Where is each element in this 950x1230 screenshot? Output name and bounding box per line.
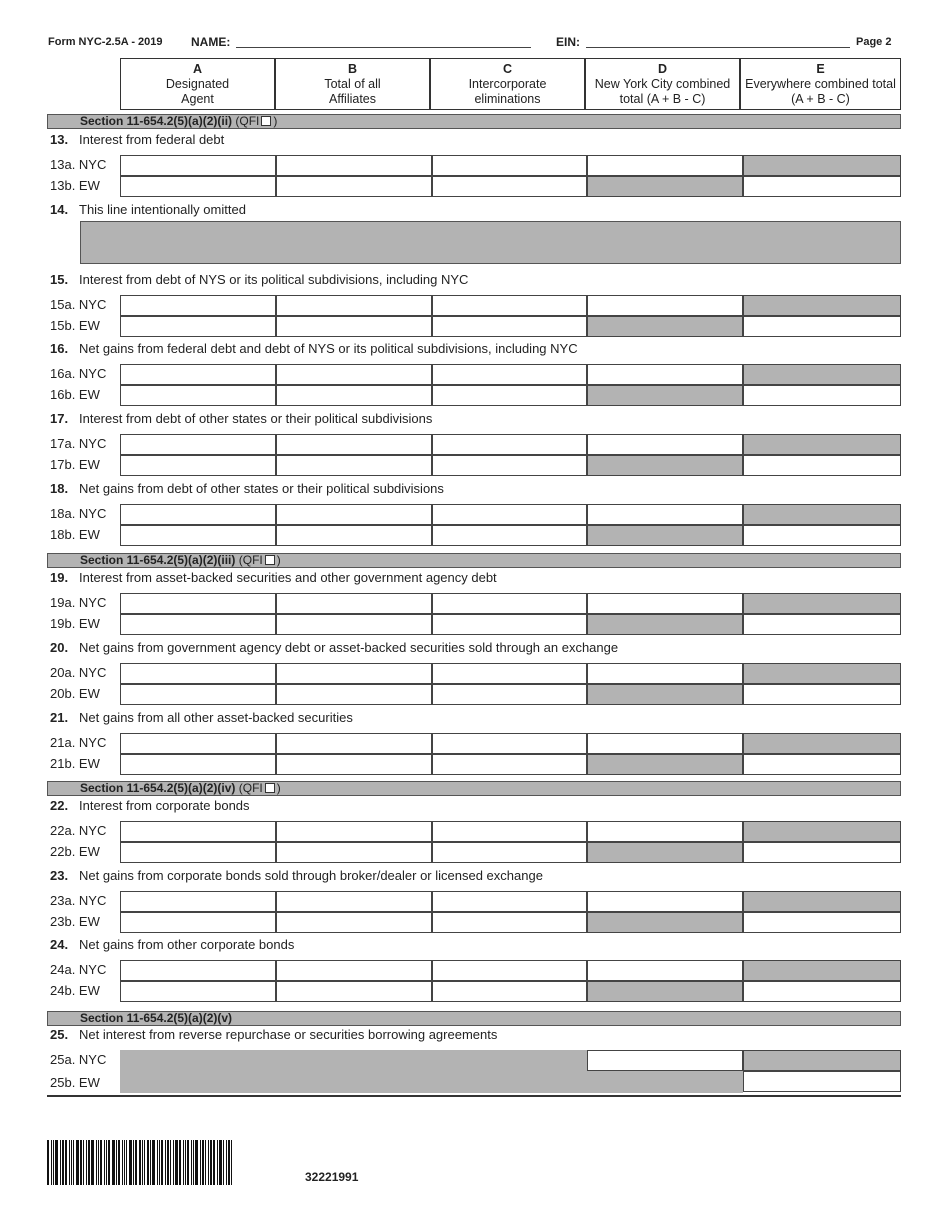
input-cell[interactable] xyxy=(587,295,743,316)
line-number: 25. xyxy=(50,1027,69,1042)
section-header-v xyxy=(47,1011,901,1026)
barcode-bar xyxy=(175,1140,178,1185)
row-label: 24a. NYC xyxy=(50,962,107,977)
column-title: total (A + B - C) xyxy=(619,91,706,106)
barcode xyxy=(47,1140,243,1185)
line-text: Net gains from government agency debt or asset-backed securities sold through an exchange xyxy=(79,640,619,655)
shaded-cell xyxy=(587,842,743,863)
input-cell[interactable] xyxy=(432,614,587,635)
input-cell[interactable] xyxy=(432,891,587,912)
barcode-bar xyxy=(129,1140,132,1185)
barcode-bar xyxy=(170,1140,171,1185)
input-cell[interactable] xyxy=(432,385,587,406)
barcode-bar xyxy=(159,1140,160,1185)
column-letter: B xyxy=(347,61,358,76)
qfi-label: (QFI xyxy=(235,114,260,128)
shaded-cell xyxy=(743,593,901,614)
barcode-bar xyxy=(106,1140,107,1185)
input-cell[interactable] xyxy=(276,385,432,406)
input-cell[interactable] xyxy=(432,684,587,705)
line-number: 22. xyxy=(50,798,69,813)
shaded-cell xyxy=(743,364,901,385)
input-cell[interactable] xyxy=(276,891,432,912)
barcode-bar xyxy=(147,1140,149,1185)
line-15-title xyxy=(50,272,468,287)
name-field[interactable] xyxy=(236,47,531,48)
barcode-bar xyxy=(91,1140,94,1185)
row-label: 15b. EW xyxy=(50,318,100,333)
input-cell[interactable] xyxy=(432,733,587,754)
input-cell[interactable] xyxy=(120,614,276,635)
barcode-bar xyxy=(133,1140,134,1185)
input-cell[interactable] xyxy=(432,912,587,933)
barcode-bar xyxy=(231,1140,232,1185)
name-label: NAME: xyxy=(191,35,231,49)
input-cell[interactable] xyxy=(587,891,743,912)
barcode-bar xyxy=(104,1140,105,1185)
input-cell[interactable] xyxy=(432,525,587,546)
row-label: 22a. NYC xyxy=(50,823,107,838)
barcode-bar xyxy=(86,1140,87,1185)
line-number: 15. xyxy=(50,272,69,287)
barcode-bar xyxy=(195,1140,198,1185)
line-24-title xyxy=(50,937,294,952)
input-cell[interactable] xyxy=(432,593,587,614)
input-cell[interactable] xyxy=(276,684,432,705)
column-title: eliminations xyxy=(474,91,541,106)
column-header-e xyxy=(740,58,901,110)
section-header-ii xyxy=(47,114,901,129)
input-cell[interactable] xyxy=(276,912,432,933)
input-cell[interactable] xyxy=(120,176,276,197)
section-title: Section 11-654.2(5)(a)(2)(iii) xyxy=(80,553,236,567)
qfi-checkbox[interactable] xyxy=(265,555,275,565)
input-cell[interactable] xyxy=(432,663,587,684)
barcode-bar xyxy=(165,1140,166,1185)
input-cell[interactable] xyxy=(587,960,743,981)
line-text: Net gains from other corporate bonds xyxy=(79,937,295,952)
barcode-bar xyxy=(183,1140,184,1185)
input-cell[interactable] xyxy=(743,176,901,197)
barcode-bar xyxy=(210,1140,212,1185)
line-text: Interest from debt of NYS or its political subdivisions, including NYC xyxy=(79,272,469,287)
input-cell[interactable] xyxy=(743,684,901,705)
barcode-bar xyxy=(73,1140,74,1185)
column-letter: E xyxy=(816,61,825,76)
input-cell[interactable] xyxy=(120,891,276,912)
barcode-bar xyxy=(191,1140,192,1185)
column-header-d xyxy=(585,58,740,110)
line-number: 13. xyxy=(50,132,69,147)
shaded-cell xyxy=(743,891,901,912)
barcode-bar xyxy=(228,1140,230,1185)
barcode-bar xyxy=(100,1140,102,1185)
input-cell[interactable] xyxy=(120,821,276,842)
shaded-cell xyxy=(587,684,743,705)
barcode-bar xyxy=(47,1140,49,1185)
column-title: Affiliates xyxy=(328,91,376,106)
input-cell[interactable] xyxy=(587,364,743,385)
shaded-cell xyxy=(587,912,743,933)
shaded-cell xyxy=(587,981,743,1002)
line-18-title xyxy=(50,481,444,496)
line-text: Interest from corporate bonds xyxy=(79,798,250,813)
column-letter: D xyxy=(657,61,668,76)
column-title: Agent xyxy=(181,91,214,106)
column-letter: A xyxy=(192,61,203,76)
barcode-bar xyxy=(152,1140,155,1185)
input-cell[interactable] xyxy=(276,960,432,981)
line-19-title xyxy=(50,570,497,585)
input-cell[interactable] xyxy=(120,364,276,385)
input-cell[interactable] xyxy=(432,754,587,775)
line-number: 17. xyxy=(50,411,69,426)
input-cell[interactable] xyxy=(587,504,743,525)
row-label: 21a. NYC xyxy=(50,735,107,750)
line-number: 20. xyxy=(50,640,69,655)
input-cell[interactable] xyxy=(276,155,432,176)
line-number: 24. xyxy=(50,937,69,952)
barcode-bar xyxy=(144,1140,145,1185)
shaded-cell xyxy=(743,733,901,754)
row-label: 25b. EW xyxy=(50,1075,100,1090)
barcode-bar xyxy=(122,1140,123,1185)
input-cell[interactable] xyxy=(743,614,901,635)
qfi-checkbox[interactable] xyxy=(261,116,271,126)
column-title: Total of all xyxy=(324,76,381,91)
input-cell[interactable] xyxy=(276,504,432,525)
barcode-bar xyxy=(51,1140,52,1185)
line-number: 16. xyxy=(50,341,69,356)
column-header-c xyxy=(430,58,585,110)
input-cell[interactable] xyxy=(743,455,901,476)
row-label: 23a. NYC xyxy=(50,893,107,908)
barcode-bar xyxy=(65,1140,67,1185)
omitted-line-shading xyxy=(80,221,901,264)
input-cell[interactable] xyxy=(276,525,432,546)
barcode-bar xyxy=(116,1140,117,1185)
barcode-bar xyxy=(205,1140,206,1185)
section-title: Section 11-654.2(5)(a)(2)(iv) xyxy=(80,781,236,795)
line-13-title xyxy=(50,132,224,147)
input-cell[interactable] xyxy=(587,733,743,754)
line-17-title xyxy=(50,411,432,426)
input-cell[interactable] xyxy=(276,981,432,1002)
barcode-bar xyxy=(179,1140,181,1185)
barcode-bar xyxy=(135,1140,137,1185)
barcode-bar xyxy=(124,1140,125,1185)
input-cell[interactable] xyxy=(587,434,743,455)
shaded-cell xyxy=(587,316,743,337)
input-cell[interactable] xyxy=(743,525,901,546)
input-cell[interactable] xyxy=(276,176,432,197)
input-cell[interactable] xyxy=(120,960,276,981)
input-cell[interactable] xyxy=(743,981,901,1002)
barcode-bar xyxy=(193,1140,194,1185)
barcode-bar xyxy=(71,1140,72,1185)
input-cell[interactable] xyxy=(120,733,276,754)
column-title: New York City combined xyxy=(594,76,731,91)
input-cell[interactable] xyxy=(276,434,432,455)
page-number: Page 2 xyxy=(856,36,892,48)
input-cell[interactable] xyxy=(432,316,587,337)
shaded-cell xyxy=(587,525,743,546)
barcode-bar xyxy=(150,1140,151,1185)
input-cell[interactable] xyxy=(587,821,743,842)
line-22-title xyxy=(50,798,250,813)
barcode-bar xyxy=(139,1140,141,1185)
shaded-cell xyxy=(743,155,901,176)
line-text: Interest from asset-backed securities and other government agency debt xyxy=(79,570,497,585)
barcode-bar xyxy=(88,1140,90,1185)
row-label: 15a. NYC xyxy=(50,297,107,312)
barcode-bar xyxy=(83,1140,84,1185)
row-label: 17b. EW xyxy=(50,457,100,472)
barcode-bar xyxy=(142,1140,143,1185)
input-cell[interactable] xyxy=(743,754,901,775)
barcode-bar xyxy=(208,1140,209,1185)
bottom-rule xyxy=(47,1095,901,1097)
barcode-bar xyxy=(173,1140,174,1185)
input-cell[interactable] xyxy=(432,295,587,316)
barcode-bar xyxy=(202,1140,204,1185)
input-cell[interactable] xyxy=(432,960,587,981)
shaded-area xyxy=(120,1050,587,1093)
section-header-iv xyxy=(47,781,901,796)
row-label: 13b. EW xyxy=(50,178,100,193)
line-20-title xyxy=(50,640,618,655)
input-cell[interactable] xyxy=(120,663,276,684)
barcode-bar xyxy=(187,1140,189,1185)
section-title: Section 11-654.2(5)(a)(2)(ii) xyxy=(80,114,233,128)
input-cell[interactable] xyxy=(432,821,587,842)
input-cell[interactable] xyxy=(276,614,432,635)
row-label: 18a. NYC xyxy=(50,506,107,521)
qfi-label-close: ) xyxy=(276,553,281,567)
input-cell[interactable] xyxy=(432,176,587,197)
input-cell[interactable] xyxy=(432,981,587,1002)
input-cell[interactable] xyxy=(120,912,276,933)
barcode-bar xyxy=(200,1140,201,1185)
input-cell[interactable] xyxy=(743,385,901,406)
line-number: 19. xyxy=(50,570,69,585)
section-header-iii xyxy=(47,553,901,568)
shaded-cell xyxy=(743,960,901,981)
input-cell[interactable] xyxy=(120,525,276,546)
column-title: Intercorporate xyxy=(468,76,547,91)
qfi-checkbox[interactable] xyxy=(265,783,275,793)
input-cell[interactable] xyxy=(743,316,901,337)
line-text: Net gains from debt of other states or their political subdivisions xyxy=(79,481,444,496)
shaded-cell xyxy=(743,295,901,316)
input-cell[interactable] xyxy=(276,316,432,337)
input-cell[interactable] xyxy=(120,455,276,476)
shaded-cell xyxy=(587,754,743,775)
column-title: Everywhere combined total xyxy=(745,76,896,91)
barcode-bar xyxy=(118,1140,120,1185)
line-25-title xyxy=(50,1027,497,1042)
input-cell[interactable] xyxy=(276,593,432,614)
barcode-bar xyxy=(157,1140,158,1185)
row-label: 18b. EW xyxy=(50,527,100,542)
barcode-bar xyxy=(223,1140,224,1185)
form-code: 32221991 xyxy=(305,1170,359,1184)
line-number: 21. xyxy=(50,710,69,725)
barcode-bar xyxy=(167,1140,169,1185)
input-cell[interactable] xyxy=(276,455,432,476)
line-text: Net gains from corporate bonds sold through broker/dealer or licensed exchange xyxy=(79,868,543,883)
input-cell[interactable] xyxy=(276,733,432,754)
input-cell[interactable] xyxy=(432,842,587,863)
input-cell-25b-e[interactable] xyxy=(743,1071,901,1092)
barcode-bar xyxy=(98,1140,99,1185)
shaded-cell xyxy=(743,821,901,842)
ein-field[interactable] xyxy=(586,47,850,48)
row-label: 20b. EW xyxy=(50,686,100,701)
row-label: 22b. EW xyxy=(50,844,100,859)
barcode-bar xyxy=(69,1140,70,1185)
barcode-bar xyxy=(217,1140,218,1185)
barcode-bar xyxy=(108,1140,110,1185)
input-cell[interactable] xyxy=(120,842,276,863)
qfi-label: (QFI xyxy=(238,553,263,567)
line-number: 23. xyxy=(50,868,69,883)
shaded-cell xyxy=(743,504,901,525)
row-label: 24b. EW xyxy=(50,983,100,998)
line-23-title xyxy=(50,868,543,883)
input-cell[interactable] xyxy=(743,842,901,863)
input-cell[interactable] xyxy=(120,385,276,406)
input-cell[interactable] xyxy=(276,663,432,684)
column-title: (A + B - C) xyxy=(791,91,850,106)
section-title: Section 11-654.2(5)(a)(2)(v) xyxy=(80,1011,233,1025)
line-text: Net gains from all other asset-backed securities xyxy=(79,710,353,725)
column-title: Designated xyxy=(165,76,230,91)
input-cell-25a-d[interactable] xyxy=(587,1050,743,1071)
line-14-title xyxy=(50,202,246,217)
row-label: 23b. EW xyxy=(50,914,100,929)
shaded-cell xyxy=(743,434,901,455)
input-cell[interactable] xyxy=(276,842,432,863)
line-text: This line intentionally omitted xyxy=(79,202,246,217)
input-cell[interactable] xyxy=(276,364,432,385)
shaded-cell xyxy=(587,614,743,635)
input-cell[interactable] xyxy=(276,821,432,842)
column-header-b xyxy=(275,58,430,110)
input-cell[interactable] xyxy=(432,155,587,176)
input-cell[interactable] xyxy=(120,684,276,705)
row-label: 16a. NYC xyxy=(50,366,107,381)
input-cell[interactable] xyxy=(120,504,276,525)
barcode-bar xyxy=(62,1140,64,1185)
input-cell[interactable] xyxy=(120,155,276,176)
barcode-bar xyxy=(226,1140,227,1185)
form-id: Form NYC-2.5A - 2019 xyxy=(48,36,163,48)
column-header-a xyxy=(120,58,275,110)
row-label: 16b. EW xyxy=(50,387,100,402)
input-cell[interactable] xyxy=(587,663,743,684)
line-16-title xyxy=(50,341,578,356)
line-text: Interest from federal debt xyxy=(79,132,225,147)
line-number: 18. xyxy=(50,481,69,496)
input-cell[interactable] xyxy=(587,593,743,614)
qfi-label-close: ) xyxy=(276,781,281,795)
input-cell[interactable] xyxy=(120,434,276,455)
input-cell[interactable] xyxy=(276,295,432,316)
row-label: 19b. EW xyxy=(50,616,100,631)
row-label: 19a. NYC xyxy=(50,595,107,610)
barcode-bar xyxy=(219,1140,222,1185)
barcode-bar xyxy=(161,1140,163,1185)
input-cell[interactable] xyxy=(120,754,276,775)
input-cell[interactable] xyxy=(276,754,432,775)
ein-label: EIN: xyxy=(556,35,580,49)
input-cell[interactable] xyxy=(120,981,276,1002)
line-text: Net gains from federal debt and debt of NYS or its political subdivisions, including NYC xyxy=(79,341,578,356)
row-label: 20a. NYC xyxy=(50,665,107,680)
shaded-cell xyxy=(587,455,743,476)
line-text: Interest from debt of other states or their political subdivisions xyxy=(79,411,433,426)
barcode-bar xyxy=(76,1140,79,1185)
row-label: 13a. NYC xyxy=(50,157,107,172)
input-cell[interactable] xyxy=(120,593,276,614)
input-cell[interactable] xyxy=(743,912,901,933)
shaded-cell xyxy=(587,385,743,406)
barcode-bar xyxy=(55,1140,58,1185)
barcode-bar xyxy=(96,1140,97,1185)
input-cell[interactable] xyxy=(432,504,587,525)
row-label: 21b. EW xyxy=(50,756,100,771)
input-cell[interactable] xyxy=(120,316,276,337)
qfi-label-close: ) xyxy=(273,114,278,128)
shaded-cell xyxy=(587,176,743,197)
line-text: Net interest from reverse repurchase or securities borrowing agreements xyxy=(79,1027,498,1042)
input-cell[interactable] xyxy=(587,155,743,176)
shaded-cell xyxy=(743,1050,901,1071)
qfi-label: (QFI xyxy=(238,781,263,795)
input-cell[interactable] xyxy=(120,295,276,316)
barcode-bar xyxy=(126,1140,127,1185)
barcode-bar xyxy=(53,1140,54,1185)
barcode-bar xyxy=(80,1140,82,1185)
row-label: 25a. NYC xyxy=(50,1052,107,1067)
line-number: 14. xyxy=(50,202,69,217)
barcode-bar xyxy=(213,1140,215,1185)
input-cell[interactable] xyxy=(432,364,587,385)
shaded-cell xyxy=(587,1071,743,1093)
barcode-bar xyxy=(185,1140,186,1185)
barcode-bar xyxy=(60,1140,61,1185)
line-21-title xyxy=(50,710,353,725)
row-label: 17a. NYC xyxy=(50,436,107,451)
column-letter: C xyxy=(502,61,513,76)
input-cell[interactable] xyxy=(432,455,587,476)
shaded-cell xyxy=(743,663,901,684)
barcode-bar xyxy=(112,1140,115,1185)
input-cell[interactable] xyxy=(432,434,587,455)
